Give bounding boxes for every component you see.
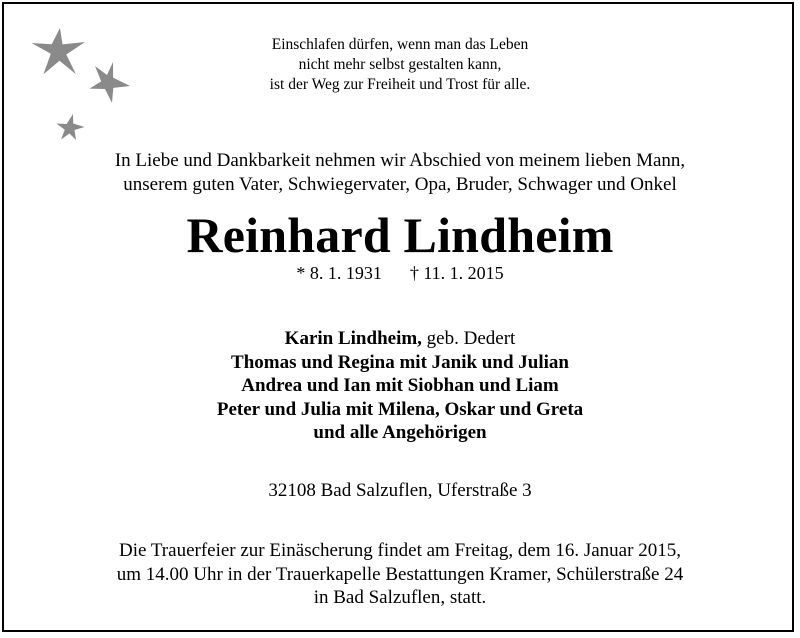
poem-line: Einschlafen dürfen, wenn man das Leben [271,36,529,53]
intro-line: unserem guten Vater, Schwiegervater, Opa, Bruder, Schwager und Onkel [123,174,677,195]
family-line: Peter und Julia mit Milena, Oskar und Greta [216,398,584,420]
widow-maiden-name: geb. Dedert [421,328,516,349]
family-list [0,327,800,445]
intro-line: In Liebe und Dankbarkeit nehmen wir Abschied von meinem lieben Mann, [114,150,686,171]
life-dates [0,262,800,284]
intro-text [0,149,800,197]
poem-line: nicht mehr selbst gestalten kann, [298,56,502,73]
ceremony-line: um 14.00 Uhr in der Trauerkapelle Bestattungen Kramer, Schülerstraße 24 [116,563,684,585]
poem [0,35,800,95]
ceremony-info [0,539,800,610]
family-line: Thomas und Regina mit Janik und Julian [231,351,569,373]
family-line-widow [0,327,800,351]
address: 32108 Bad Salzuflen, Uferstraße 3 [268,480,532,501]
widow-name: Karin Lindheim, [284,328,422,349]
poem-line: ist der Weg zur Freiheit und Trost für alle. [269,76,531,93]
deceased-name: Reinhard Lindheim [186,207,614,263]
family-line: und alle Angehörigen [313,422,487,443]
star-icon [57,114,85,140]
family-line: Andrea und Ian mit Siobhan und Liam [241,375,559,396]
ceremony-line: in Bad Salzuflen, statt. [313,587,487,608]
death-date: † 11. 1. 2015 [409,263,504,283]
birth-date: * 8. 1. 1931 [296,263,382,283]
ceremony-line: Die Trauerfeier zur Einäscherung findet am Freitag, dem 16. Januar 2015, [119,540,681,561]
